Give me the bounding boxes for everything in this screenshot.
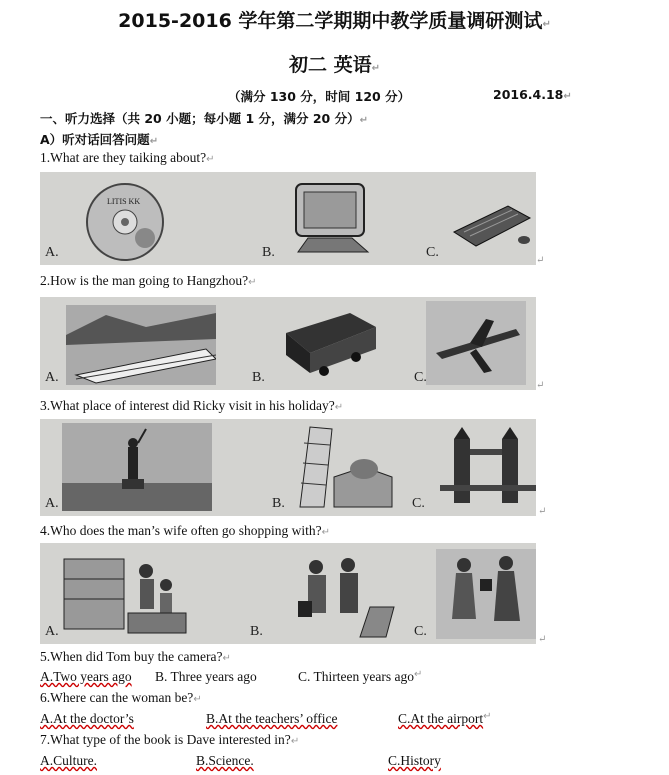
option-b[interactable]: B.Science. bbox=[196, 753, 254, 768]
option-b-label: B. bbox=[252, 370, 265, 385]
option-b-label: B. bbox=[262, 245, 275, 260]
return-mark: ↵ bbox=[536, 255, 545, 266]
option-a-label: A. bbox=[45, 496, 59, 511]
high-speed-train-image bbox=[66, 305, 216, 385]
option-c-label: C. bbox=[412, 496, 425, 511]
question-2: 2.How is the man going to Hangzhou?↵ bbox=[40, 273, 257, 288]
option-a-label: A. bbox=[45, 245, 59, 260]
return-mark: ↵ bbox=[538, 634, 547, 645]
question-6-options bbox=[40, 711, 510, 729]
question-5-options bbox=[40, 669, 460, 687]
cd-disc-image bbox=[85, 182, 165, 262]
tower-bridge-image bbox=[440, 425, 536, 511]
option-a-label: A. bbox=[45, 624, 59, 639]
option-a[interactable]: A.Culture. bbox=[40, 753, 97, 768]
question-3-pictures bbox=[40, 419, 536, 516]
question-4: 4.Who does the man’s wife often go shopping with?↵ bbox=[40, 523, 330, 538]
question-7-options bbox=[40, 753, 510, 771]
option-a[interactable]: A.Two years ago bbox=[40, 669, 132, 684]
return-mark: ↵ bbox=[538, 506, 547, 517]
option-c[interactable]: C.At the airport ↵ bbox=[398, 711, 492, 726]
score-time: （满分 130 分，时间 120 分） bbox=[228, 89, 411, 104]
option-c-label: C. bbox=[426, 245, 439, 260]
airplane-image bbox=[426, 301, 526, 385]
section-heading: 一、听力选择（共 20 小题；每小题 1 分，满分 20 分）↵ bbox=[40, 111, 368, 126]
option-a-label: A. bbox=[45, 370, 59, 385]
question-1: 1.What are they taiking about?↵ bbox=[40, 150, 215, 165]
question-5: 5.When did Tom buy the camera?↵ bbox=[40, 649, 231, 664]
option-c[interactable]: C.History bbox=[388, 753, 441, 768]
question-4-pictures bbox=[40, 543, 536, 644]
leaning-tower-of-pisa-image bbox=[270, 423, 400, 511]
computer-monitor-image bbox=[288, 180, 378, 260]
option-b-label: B. bbox=[272, 496, 285, 511]
shopping-with-children-image bbox=[62, 549, 192, 639]
exam-date: 2016.4.18↵ bbox=[493, 87, 572, 102]
question-7: 7.What type of the book is Dave interested in?↵ bbox=[40, 732, 300, 747]
statue-of-liberty-image bbox=[62, 423, 212, 511]
question-3: 3.What place of interest did Ricky visit in his holiday?↵ bbox=[40, 398, 344, 413]
train-locomotive-image bbox=[280, 309, 380, 379]
option-b[interactable]: B. Three years ago bbox=[155, 669, 257, 684]
option-c-label: C. bbox=[414, 624, 427, 639]
shopping-with-friend-image bbox=[290, 551, 400, 639]
option-c-label: C. bbox=[414, 370, 427, 385]
question-2-pictures bbox=[40, 297, 536, 390]
shopping-with-mother-image bbox=[436, 549, 536, 639]
question-1-pictures bbox=[40, 172, 536, 265]
page-title: 2015-2016 学年第二学期期中教学质量调研测试↵ bbox=[118, 10, 551, 32]
return-mark: ↵ bbox=[536, 380, 545, 391]
question-6: 6.Where can the woman be?↵ bbox=[40, 690, 202, 705]
option-b-label: B. bbox=[250, 624, 263, 639]
keyboard-mouse-image bbox=[450, 192, 536, 254]
part-heading: A）听对话回答问题↵ bbox=[40, 132, 159, 147]
exam-subject: 初二 英语↵ bbox=[288, 54, 380, 76]
option-c[interactable]: C. Thirteen years ago ↵ bbox=[298, 669, 423, 684]
option-a[interactable]: A.At the doctor’s bbox=[40, 711, 134, 726]
cd-label-text: LITIS KK bbox=[107, 197, 141, 206]
option-b[interactable]: B.At the teachers’ office bbox=[206, 711, 338, 726]
